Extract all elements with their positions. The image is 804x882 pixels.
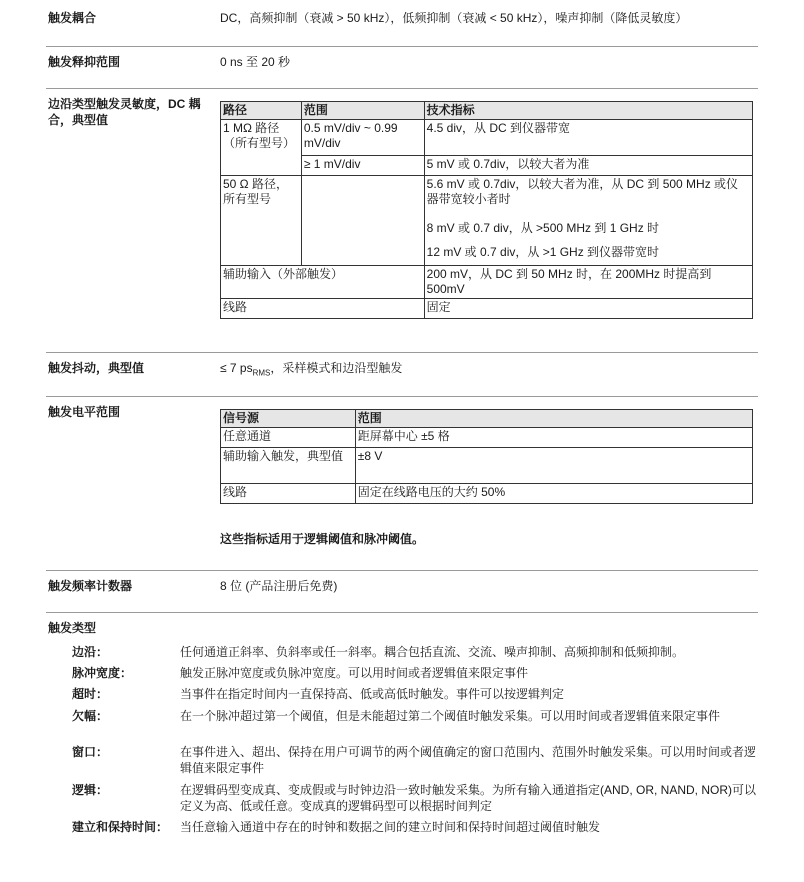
- type-desc: 当任意输入通道中存在的时钟和数据之间的建立时间和保持时间超过阈值时触发: [180, 820, 601, 834]
- divider: [46, 612, 758, 613]
- type-desc: 触发正脉冲宽度或负脉冲宽度。可以用时间或者逻辑值来限定事件: [180, 666, 529, 680]
- jitter-value-main: ≤ 7 ps: [220, 361, 253, 375]
- table-header: 范围: [301, 102, 424, 120]
- table-cell: 8 mV 或 0.7 div，从 >500 MHz 到 1 GHz 时: [424, 216, 752, 240]
- divider: [46, 352, 758, 353]
- table-header: 技术指标: [424, 102, 752, 120]
- type-name: 超时：: [72, 687, 109, 701]
- table-cell: 1 MΩ 路径（所有型号）: [221, 120, 302, 176]
- coupling-value: DC，高频抑制（衰减 > 50 kHz），低频抑制（衰减 < 50 kHz），噪声抑制（降低灵敏度）: [220, 11, 688, 25]
- table-cell: ±8 V: [355, 448, 752, 484]
- edge-sens-label: 边沿类型触发灵敏度，DC 耦合，典型值: [48, 97, 201, 127]
- divider: [46, 570, 758, 571]
- type-desc: 在一个脉冲超过第一个阈值，但是未能超过第二个阈值时触发采集。可以用时间或者逻辑值来限定事件: [180, 709, 721, 723]
- table-header: 路径: [221, 102, 302, 120]
- table-cell: 线路: [221, 299, 425, 319]
- type-desc: 当事件在指定时间内一直保持高、低或高低时触发。事件可以按逻辑判定: [180, 687, 565, 701]
- type-desc: 在事件进入、超出、保持在用户可调节的两个阈值确定的窗口范围内、范围外时触发采集。可以用时间或者逻辑值来限定事件: [180, 745, 757, 775]
- table-cell: 50 Ω 路径，所有型号: [221, 176, 302, 266]
- table-cell: 固定在线路电压的大约 50%: [355, 484, 752, 504]
- table-cell: [301, 176, 424, 266]
- level-range-table: [220, 409, 753, 504]
- table-cell: 辅助输入触发，典型值: [221, 448, 356, 484]
- jitter-value-sub: RMS: [252, 368, 271, 378]
- types-label: 触发类型: [48, 621, 97, 635]
- holdoff-label: 触发释抑范围: [48, 55, 121, 69]
- type-name: 窗口：: [72, 745, 109, 759]
- table-cell: 距屏幕中心 ±5 格: [355, 428, 752, 448]
- table-cell: 5.6 mV 或 0.7div，以较大者为准，从 DC 到 500 MHz 或仪器带宽较小者时: [424, 176, 752, 216]
- coupling-label: 触发耦合: [48, 11, 97, 25]
- table-cell: 固定: [424, 299, 752, 319]
- table-cell: ≥ 1 mV/div: [301, 156, 424, 176]
- table-cell: 12 mV 或 0.7 div，从 >1 GHz 到仪器带宽时: [424, 240, 752, 266]
- jitter-value: [220, 360, 402, 381]
- table-cell: 线路: [221, 484, 356, 504]
- type-name: 脉冲宽度：: [72, 666, 133, 680]
- table-cell: 辅助输入（外部触发）: [221, 266, 425, 299]
- table-cell: 任意通道: [221, 428, 356, 448]
- holdoff-value: 0 ns 至 20 秒: [220, 55, 291, 69]
- table-cell: 200 mV，从 DC 到 50 MHz 时，在 200MHz 时提高到 500mV: [424, 266, 752, 299]
- type-name: 建立和保持时间：: [72, 820, 169, 834]
- divider: [46, 46, 758, 47]
- type-desc: 任何通道正斜率、负斜率或任一斜率。耦合包括直流、交流、噪声抑制、高频抑制和低频抑制。: [180, 645, 685, 659]
- divider: [46, 88, 758, 89]
- type-name: 逻辑：: [72, 783, 109, 797]
- jitter-label: 触发抖动，典型值: [48, 361, 145, 375]
- type-name: 欠幅：: [72, 709, 109, 723]
- level-note: 这些指标适用于逻辑阈值和脉冲阈值。: [220, 532, 425, 546]
- level-label: 触发电平范围: [48, 405, 121, 419]
- table-cell: 0.5 mV/div ~ 0.99 mV/div: [301, 120, 424, 156]
- counter-value: 8 位 (产品注册后免费): [220, 579, 338, 593]
- type-desc: 在逻辑码型变成真、变成假或与时钟边沿一致时触发采集。为所有输入通道指定(AND, OR, NAND, NOR)可以定义为高、低或任意。变成真的逻辑码型可以根据时间判定: [180, 783, 757, 813]
- edge-sensitivity-table: [220, 101, 753, 319]
- counter-label: 触发频率计数器: [48, 579, 133, 593]
- type-name: 边沿：: [72, 645, 109, 659]
- table-header: 范围: [355, 410, 752, 428]
- table-header: 信号源: [221, 410, 356, 428]
- table-cell: 4.5 div，从 DC 到仪器带宽: [424, 120, 752, 156]
- table-cell: 5 mV 或 0.7div，以较大者为准: [424, 156, 752, 176]
- divider: [46, 396, 758, 397]
- jitter-value-rest: ，采样模式和边沿型触发: [270, 361, 403, 375]
